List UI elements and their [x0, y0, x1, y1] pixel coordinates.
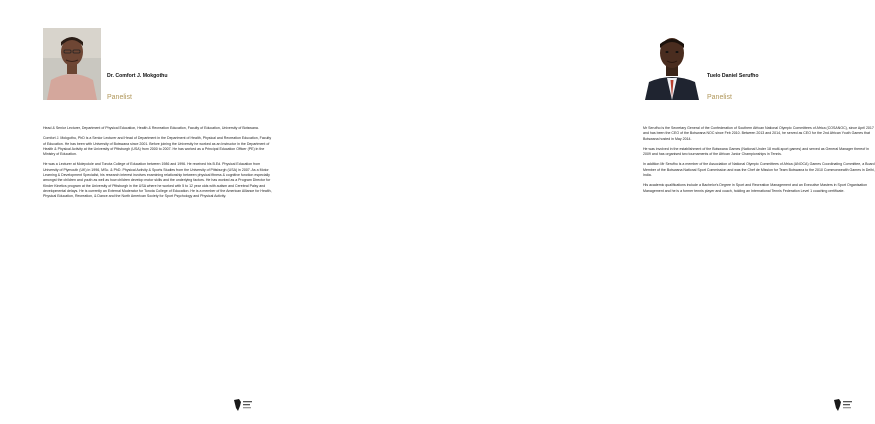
- panelist-role: Panelist: [707, 94, 732, 101]
- africa-map-logo-icon: [232, 398, 254, 412]
- bio-paragraph: Comfort J. Mokgothu, PhD is a Senior Lecturer and Head of Department in the Department of Health, Physical and Recreation Education, Faculty of Education. He has been with University of Botswana since 2001. Before joining the University he worked as an Instructor in the Department of Health & Physical Activity at the University of Pittsburgh (USA) from 2000 to 2007. He has worked as a Principal Education Officer (PE) in the Ministry of Education.: [43, 136, 272, 157]
- bio-paragraph: In addition Mr Serufho is a member of the Association of National Olympic Committees of Africa (ANOCA) Games Coordinating Committee, a Board Member of the Botswana National Sport Commission and was the Chef de Mission for Team Botswana to the 2010 Commonwealth Games in Delhi, India.: [643, 162, 875, 178]
- portrait-photo-serufho: [643, 28, 701, 100]
- africa-map-logo-icon: [832, 398, 854, 412]
- bio-paragraph: Mr Serufho is the Secretary General of the Confederation of Southern African National Olympic Committees of Africa (COSANOC), since April 2017 and has been the CEO of the Botswana NOC since Feb 2010. Between 2013 and 2014, he served as CEO for the 2nd African Youth Games that Botswana hosted in May 2014.: [643, 126, 874, 141]
- left-page: [0, 0, 300, 424]
- panelist-name: Dr. Comfort J. Mokgothu: [107, 73, 168, 79]
- bio-paragraph: His academic qualifications include a Bachelor's Degree in Sport and Recreation Management and an Executive Masters in Sport Organisation Management and he is a former tennis player and coach, holding an International Tennis Federation Level 1 coaching certificate.: [643, 183, 868, 193]
- panelist-name: Tuelo Daniel Serufho: [707, 73, 759, 79]
- right-page: [300, 0, 875, 424]
- bio-paragraph: He was a Lecturer at Molepolole and Tonota College of Education between 1986 and 1996. He received his B.Ed. Physical Education from University of Plymouth (UK) in 1996, MSc. & PhD. Physical Activity & Sports Studies from the University of Pittsburgh (USA) in 2007. As a Motor Learning & Development Specialist, his research interest involves examining relationship between physical fitness & cognitive function especially amongst the children and youth as well as how children develop motor skills and the underlying factors. He has worked as a Program Director for Kinder Kinetics program at the University of Pittsburgh in the USA where he worked with 5 to 12 year olds with autism and Cerebral Palsy and developmental delays. He is currently an External Moderator for Tonota College of Education. He is a member of the American Alliance for Health, Physical Education, Recreation, & Dance and the North American Society for Sport Psychology and Physical Activity.: [43, 162, 272, 199]
- panelist-bio: [43, 126, 275, 205]
- portrait-photo-mokgothu: [43, 28, 101, 100]
- bio-paragraph: Head & Senior Lecturer, Department of Physical Education, Health & Recreation Education, Faculty of Education, University of Botswana.: [43, 126, 259, 130]
- bio-paragraph: He was involved in the establishment of the Botswana Games (National Under 18 multi-sport games) and served as General Manager thereof in 2009 and has organised two tournaments of the African Junior Championships in Tennis.: [643, 146, 869, 157]
- panelist-bio: [643, 126, 875, 199]
- panelist-role: Panelist: [107, 94, 132, 101]
